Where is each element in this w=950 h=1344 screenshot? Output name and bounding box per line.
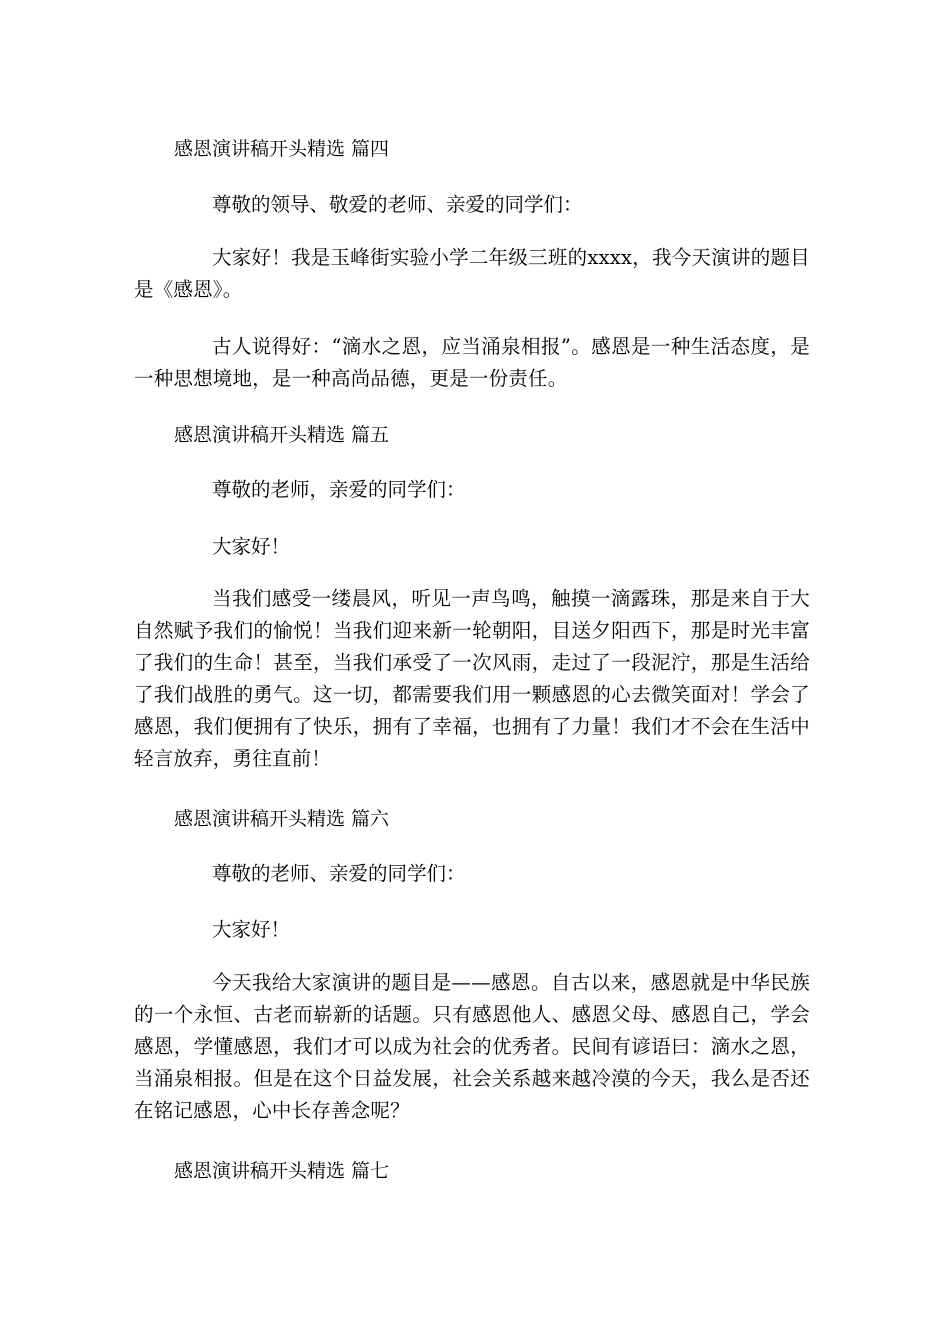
paragraph: 古人说得好：“滴水之恩，应当涌泉相报”。感恩是一种生活态度，是一种思想境地，是一种高尚品德，更是一份责任。	[134, 335, 810, 390]
hello-line: 大家好！	[212, 918, 291, 941]
section-heading: 感恩演讲稿开头精选 篇五	[174, 424, 390, 446]
paragraph: 今天我给大家演讲的题目是——感恩。自古以来，感恩就是中华民族的一个永恒、古老而崭新的话题。只有感恩他人、感恩父母、感恩自己，学会感恩，学懂感恩，我们才可以成为社会的优秀者。民间有谚语曰：滴水之恩，当涌泉相报。但是在这个日益发展，社会关系越来越冷漠的今天，我么是否还在铭记感恩，心中长存善念呢？	[134, 971, 810, 1122]
greeting-line: 尊敬的老师、亲爱的同学们：	[212, 862, 466, 885]
paragraph: 大家好！我是玉峰街实验小学二年级三班的xxxx，我今天演讲的题目是《感恩》。	[134, 246, 810, 301]
hello-line: 大家好！	[212, 535, 291, 558]
section-heading: 感恩演讲稿开头精选 篇七	[174, 1160, 390, 1182]
paragraph: 当我们感受一缕晨风，听见一声鸟鸣，触摸一滴露珠，那是来自于大自然赋予我们的愉悦！当我们迎来新一轮朝阳，目送夕阳西下，那是时光丰富了我们的生命！甚至，当我们承受了一次风雨，走过了一段泥泞，那是生活给了我们战胜的勇气。这一切，都需要我们用一颗感恩的心去微笑面对！学会了感恩，我们便拥有了快乐，拥有了幸福，也拥有了力量！我们才不会在生活中轻言放弃，勇往直前！	[134, 587, 810, 770]
greeting-line: 尊敬的老师，亲爱的同学们：	[212, 478, 466, 501]
section-heading: 感恩演讲稿开头精选 篇六	[174, 808, 390, 830]
section-heading: 感恩演讲稿开头精选 篇四	[174, 138, 390, 160]
greeting-line: 尊敬的领导、敬爱的老师、亲爱的同学们：	[212, 193, 583, 216]
